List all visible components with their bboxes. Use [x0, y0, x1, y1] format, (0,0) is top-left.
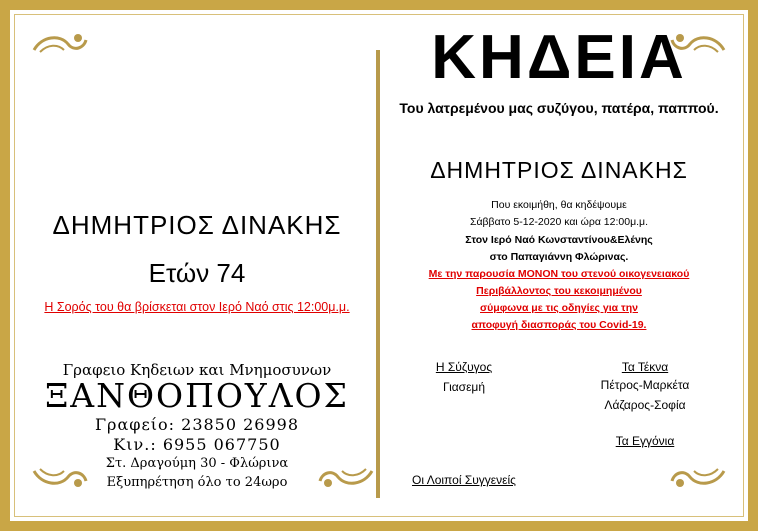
children-names: Πέτρος-Μαρκέτα — [600, 378, 690, 392]
corner-ornament-icon — [668, 463, 728, 491]
covid-notice-line: αποφυγή διασποράς του Covid-19. — [471, 319, 647, 331]
office-address: Στ. Δραγούμη 30 - Φλώρινα — [105, 456, 289, 471]
funeral-office-brand: ΞΑΝΘΟΠΟΥΛΟΣ — [45, 376, 349, 415]
deceased-name-left: ΔΗΜΗΤΡΙΟΣ ΔΙΝΑΚΗΣ — [52, 210, 342, 240]
children-names: Λάζαρος-Σοφία — [604, 398, 686, 412]
spouse-heading: Η Σύζυγος — [435, 360, 493, 374]
funeral-title: ΚΗΔΕΙΑ — [431, 23, 687, 92]
children-heading: Τα Τέκνα — [621, 360, 669, 374]
office-phone: Γραφείο: 23850 26998 — [94, 415, 300, 434]
spouse-name: Γιασεμή — [442, 380, 486, 394]
viewing-note: Η Σορός του θα βρίσκεται στον Ιερό Ναό στις 12:00μ.μ. — [44, 300, 350, 314]
vertical-divider — [376, 50, 380, 498]
covid-notice-line: Περιβάλλοντος του κεκοιμημένου — [476, 285, 642, 297]
covid-notice-line: Με την παρουσία ΜΟΝΟΝ του στενού οικογενειακού — [428, 268, 690, 280]
office-mobile: Κιν.: 6955 067750 — [113, 435, 281, 454]
relatives-heading: Οι Λοιποί Συγγενείς — [412, 473, 516, 487]
intro-text: Του λατρεμένου μας συζύγου, πατέρα, παππού. — [399, 100, 719, 116]
funeral-office-title: Γραφειο Κηδειων και Μνημοσυνων — [62, 361, 332, 379]
grandchildren-heading: Τα Εγγόνια — [615, 434, 675, 448]
ceremony-date: Σάββατο 5-12-2020 και ώρα 12:00μ.μ. — [469, 216, 649, 228]
corner-ornament-icon — [30, 30, 90, 58]
ceremony-location: στο Παπαγιάννη Φλώρινας. — [489, 251, 629, 263]
deceased-age: Ετών 74 — [148, 258, 246, 288]
deceased-name-right: ΔΗΜΗΤΡΙΟΣ ΔΙΝΑΚΗΣ — [430, 157, 688, 183]
ceremony-line: Που εκοιμήθη, θα κηδέψουμε — [491, 199, 627, 211]
ceremony-church: Στον Ιερό Ναό Κωνσταντίνου&Ελένης — [465, 234, 653, 246]
office-service-hours: Εξυπηρέτηση όλο το 24ωρο — [106, 475, 288, 490]
covid-notice-line: σύμφωνα με τις οδηγίες για την — [480, 302, 638, 314]
